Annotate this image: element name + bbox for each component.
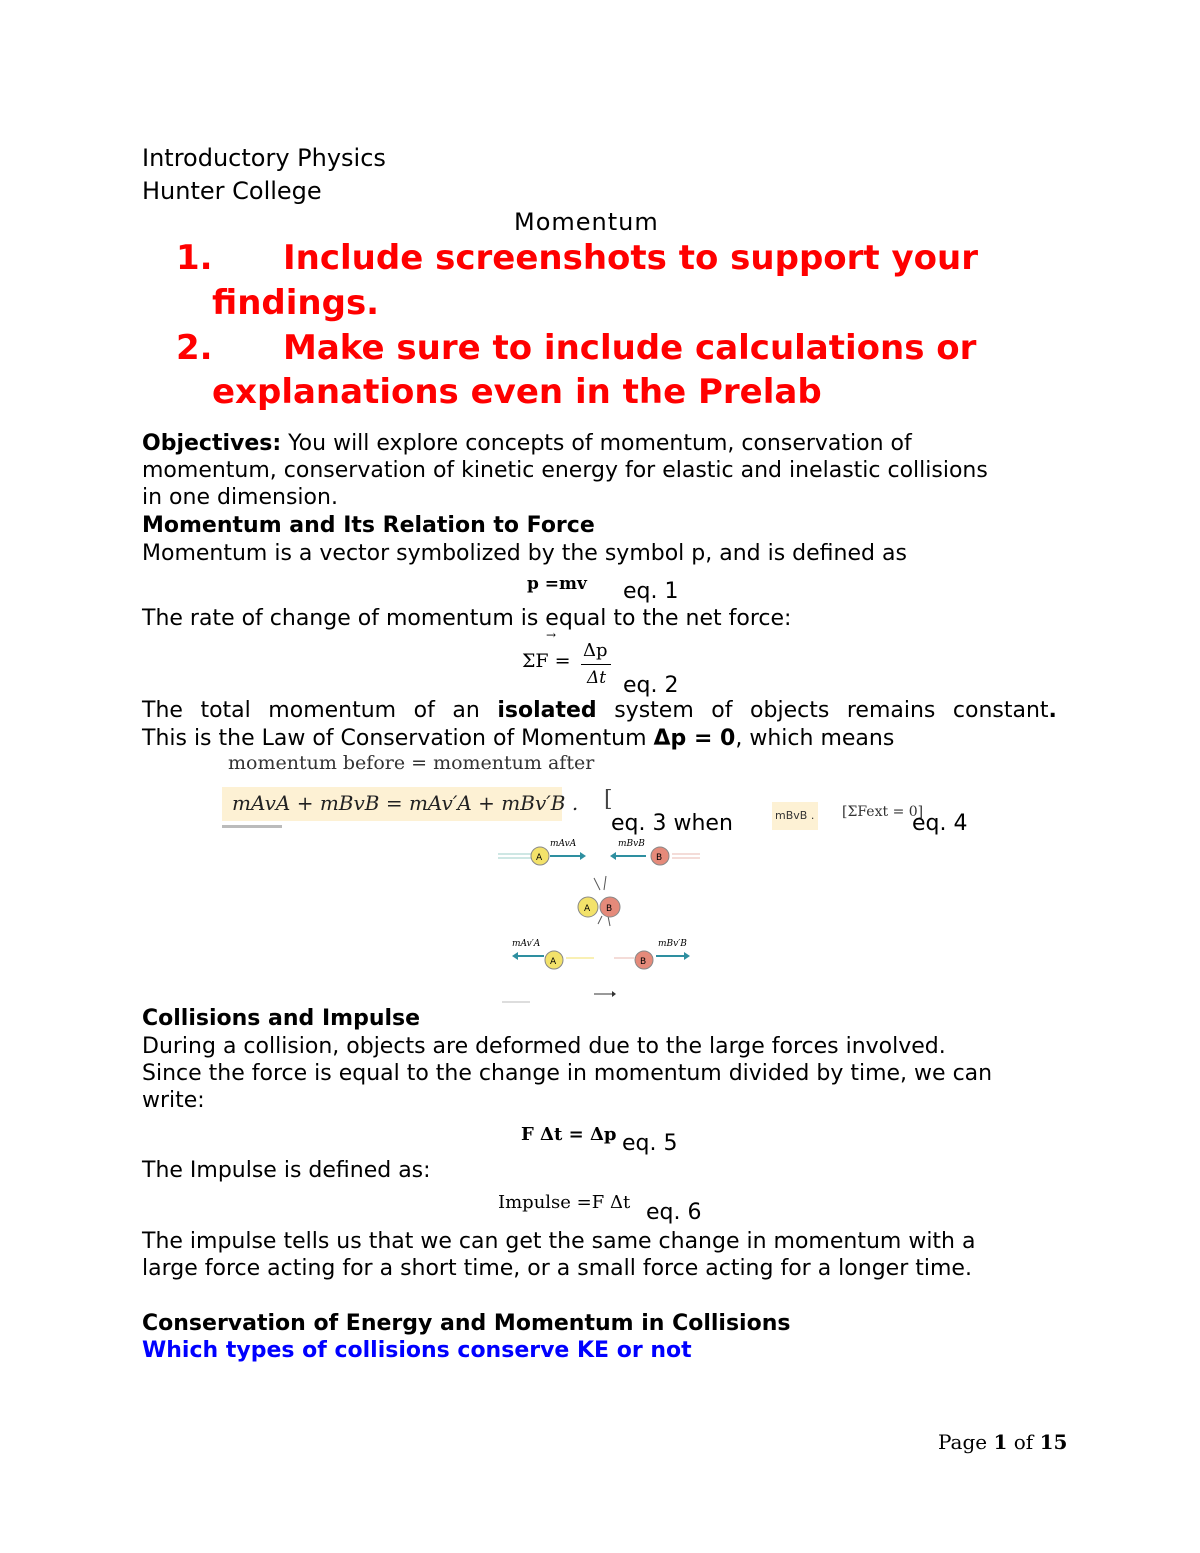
collision-diagram [490,832,710,1008]
instruction-1-line1: Include screenshots to support your [283,238,978,278]
collision-text-line2: Since the force is equal to the change in momentum divided by time, we can [142,1061,993,1086]
section-heading-energy-momentum: Conservation of Energy and Momentum in Collisions [142,1311,791,1336]
eq2-label: eq. 2 [623,673,679,698]
isolated-system-text [142,697,1057,725]
vector-arrow-icon: → [546,628,557,642]
instruction-1-line2: findings. [212,283,380,323]
isolated-system-word: remains [846,698,936,723]
conservation-law-pre: This is the Law of Conservation of Momentum [142,726,654,751]
eq6-label: eq. 6 [646,1200,702,1225]
eq3-formula: mAvA + mBvB = mAv′A + mBv′B . [232,791,579,815]
page-of: of [1007,1430,1040,1454]
label-a-after: mAv′A [512,939,541,949]
impulse-explanation-line1: The impulse tells us that we can get the same change in momentum with a [142,1229,976,1254]
isolated-system-word: momentum [268,698,397,723]
eq3-fragment-image [772,802,818,830]
arrowhead-a-after [512,952,518,960]
eq5-label: eq. 5 [622,1131,678,1156]
college-name: Hunter College [142,177,322,205]
page-current: 1 [993,1430,1008,1454]
eq2-lhs: ΣF = [522,650,571,672]
isolated-system-word: objects [750,698,830,723]
rate-of-change-text: The rate of change of momentum is equal to the net force: [142,606,792,631]
fraction-bar [581,664,611,665]
bracket-glyph: [ [604,787,613,812]
eq4-label: eq. 4 [912,811,968,836]
objectives-line3: in one dimension. [142,485,338,510]
conservation-law-post: , which means [735,726,895,751]
eq5-formula: F Δt = Δp [521,1124,617,1145]
instruction-2-line2: explanations even in the Prelab [212,372,822,412]
isolated-system-word: system [614,698,694,723]
label-a-before: mAvA [550,839,577,849]
eq1-label: eq. 1 [623,579,679,604]
after-collision [512,939,690,969]
diagram-axis [502,991,616,1002]
eq3-fragment-text: mBvB . [775,809,815,822]
eq2-denominator: Δt [587,668,607,688]
isolated-system-word: constant. [952,698,1057,723]
eq3-caption: momentum before = momentum after [228,752,595,774]
label-b-before: mBvB [618,839,645,849]
during-collision [578,876,620,926]
isolated-system-word: total [200,698,251,723]
arrowhead-b-before [610,852,616,860]
objectives-line1 [142,430,912,458]
label-b-after: mBv′B [658,939,687,949]
course-name: Introductory Physics [142,144,386,172]
arrowhead-a-before [580,852,586,860]
page-total: 15 [1039,1430,1068,1454]
conservation-law-text [142,725,894,753]
page-title: Momentum [514,208,659,236]
momentum-definition-text: Momentum is a vector symbolized by the symbol p, and is defined as [142,541,907,566]
before-collision [498,839,700,865]
objectives-line2: momentum, conservation of kinetic energy for elastic and inelastic collisions [142,458,988,483]
isolated-system-word: of [711,698,733,723]
eq1-formula: p =mv [527,574,587,594]
ball-b-collision-label: B [606,904,613,914]
instruction-2-line1: Make sure to include calculations or [283,328,977,368]
isolated-system-word: of [413,698,435,723]
isolated-system-word: The [142,698,183,723]
ball-a-before-label: A [536,853,543,863]
instruction-1-number: 1. [176,238,213,278]
page-prefix: Page [938,1430,994,1454]
objectives-label: Objectives: [142,431,282,456]
ball-a-collision-label: A [584,904,591,914]
impulse-definition-text: The Impulse is defined as: [142,1158,431,1183]
ball-a-after-label: A [550,957,557,967]
objectives-text: You will explore concepts of momentum, conservation of [281,431,912,456]
ball-b-after-label: B [640,957,647,967]
section-heading-momentum-force: Momentum and Its Relation to Force [142,513,595,538]
conservation-law-formula: Δp = 0 [653,726,736,751]
impulse-explanation-line2: large force acting for a short time, or a small force acting for a longer time. [142,1256,972,1281]
eq6-formula: Impulse =F Δt [498,1192,631,1213]
isolated-system-word: isolated [497,698,597,723]
collision-text-line3: write: [142,1088,205,1113]
eq4-formula: [ΣFext = 0] [842,804,924,820]
page-number [938,1430,1067,1454]
image-credit [222,825,282,828]
collision-text-line1: During a collision, objects are deformed due to the large forces involved. [142,1034,946,1059]
eq2-numerator: Δp [583,640,608,661]
section-heading-collisions-impulse: Collisions and Impulse [142,1006,421,1031]
instruction-2-number: 2. [176,328,213,368]
arrowhead-b-after [684,952,690,960]
isolated-system-word: an [452,698,480,723]
ball-b-before-label: B [656,853,663,863]
eq3-image [222,787,579,821]
impact-line [594,878,600,890]
eq3-label: eq. 3 when [611,811,733,836]
ke-question: Which types of collisions conserve KE or not [142,1338,692,1363]
